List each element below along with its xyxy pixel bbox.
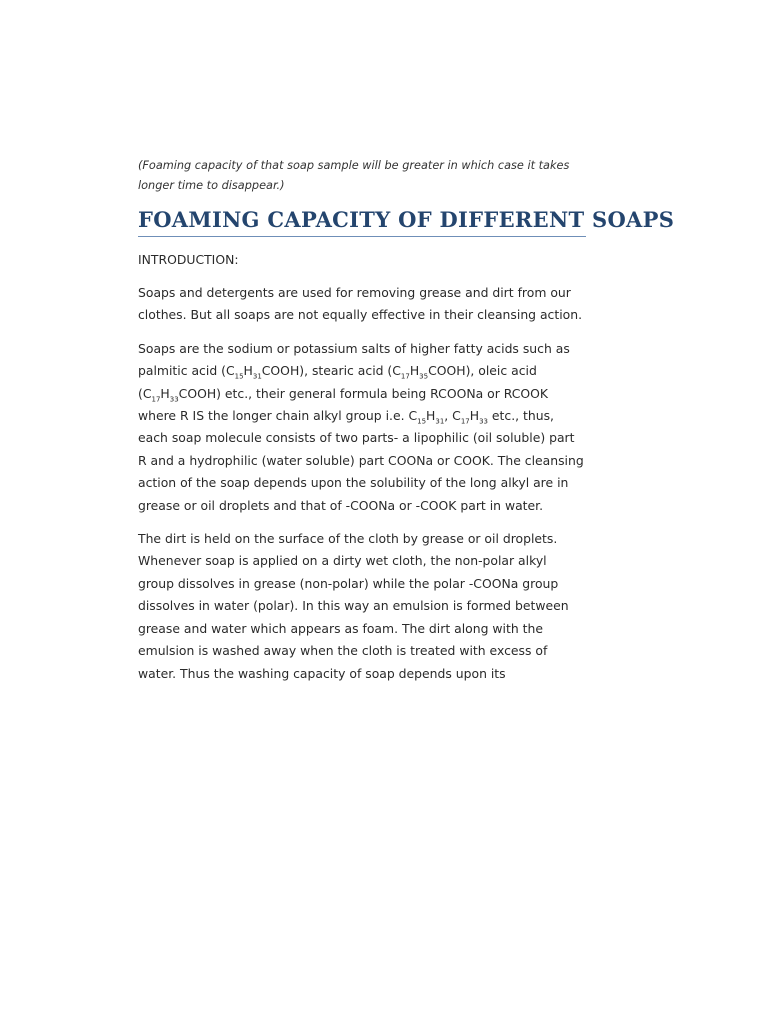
italic-note: (Foaming capacity of that soap sample will be greater in which case it takes longer time to disappear.)	[138, 159, 570, 192]
paragraph-2-text: H	[160, 385, 170, 401]
paragraph-2-text: COOH), oleic acid (C	[138, 363, 537, 401]
paragraph-3: The dirt is held on the surface of the cloth by grease or oil droplets. Whenever soap is applied on a dirty wet cloth, the non-polar alkyl group dissolves in grease (non-polar) while the polar -COONa group dissolves in water (polar). In this way an emulsion is formed between grease and water which appears as foam. The dirt along with the emulsion is washed away when the cloth is treated with excess of water. Thus the washing capacity of soap depends upon its	[138, 531, 569, 681]
paragraph-1: Soaps and detergents are used for removing grease and dirt from our clothes. But all soaps are not equally effective in their cleansing action.	[138, 285, 583, 323]
subscript: 31	[435, 417, 445, 426]
subscript: 31	[252, 372, 262, 381]
paragraph-2-text: H	[469, 408, 480, 424]
subscript: 17	[151, 395, 161, 404]
paragraph-2-text: H	[243, 363, 253, 379]
paragraph-2-text: COOH) etc., their general formula being RCOONa or RCOOK where R IS the longer chain alkyl group i.e. C	[138, 385, 549, 424]
paragraph-2-text: Soaps are the sodium or potassium salts of higher fatty acids such as palmitic acid (C	[138, 340, 570, 379]
paragraph-2-text: COOH), stearic acid (C	[261, 363, 401, 379]
subscript: 15	[234, 372, 244, 381]
document-page	[138, 156, 675, 685]
subscript: 33	[169, 395, 179, 404]
paragraph-2-text: etc., thus, each soap molecule consists of two parts- a lipophilic (oil soluble) part R and a hydrophilic (water soluble) part COONa or COOK. The cleansing action of the soap depends upon the solubility of the long alkyl are in grease or oil droplets and that of -COONa or -COOK part in water.	[138, 408, 584, 513]
subscript: 17	[400, 372, 410, 381]
subscript: 33	[479, 417, 488, 426]
paragraph-2-text: H	[409, 363, 420, 379]
paragraph-2-text: , C	[444, 408, 461, 424]
subscript: 15	[417, 417, 427, 426]
subscript: 17	[460, 417, 470, 426]
paragraph-2	[138, 338, 586, 517]
subscript: 35	[419, 372, 429, 381]
section-heading: INTRODUCTION:	[138, 252, 239, 267]
document-title: FOAMING CAPACITY OF DIFFERENT SOAPS	[138, 207, 586, 237]
paragraph-2-text: H	[426, 408, 436, 424]
